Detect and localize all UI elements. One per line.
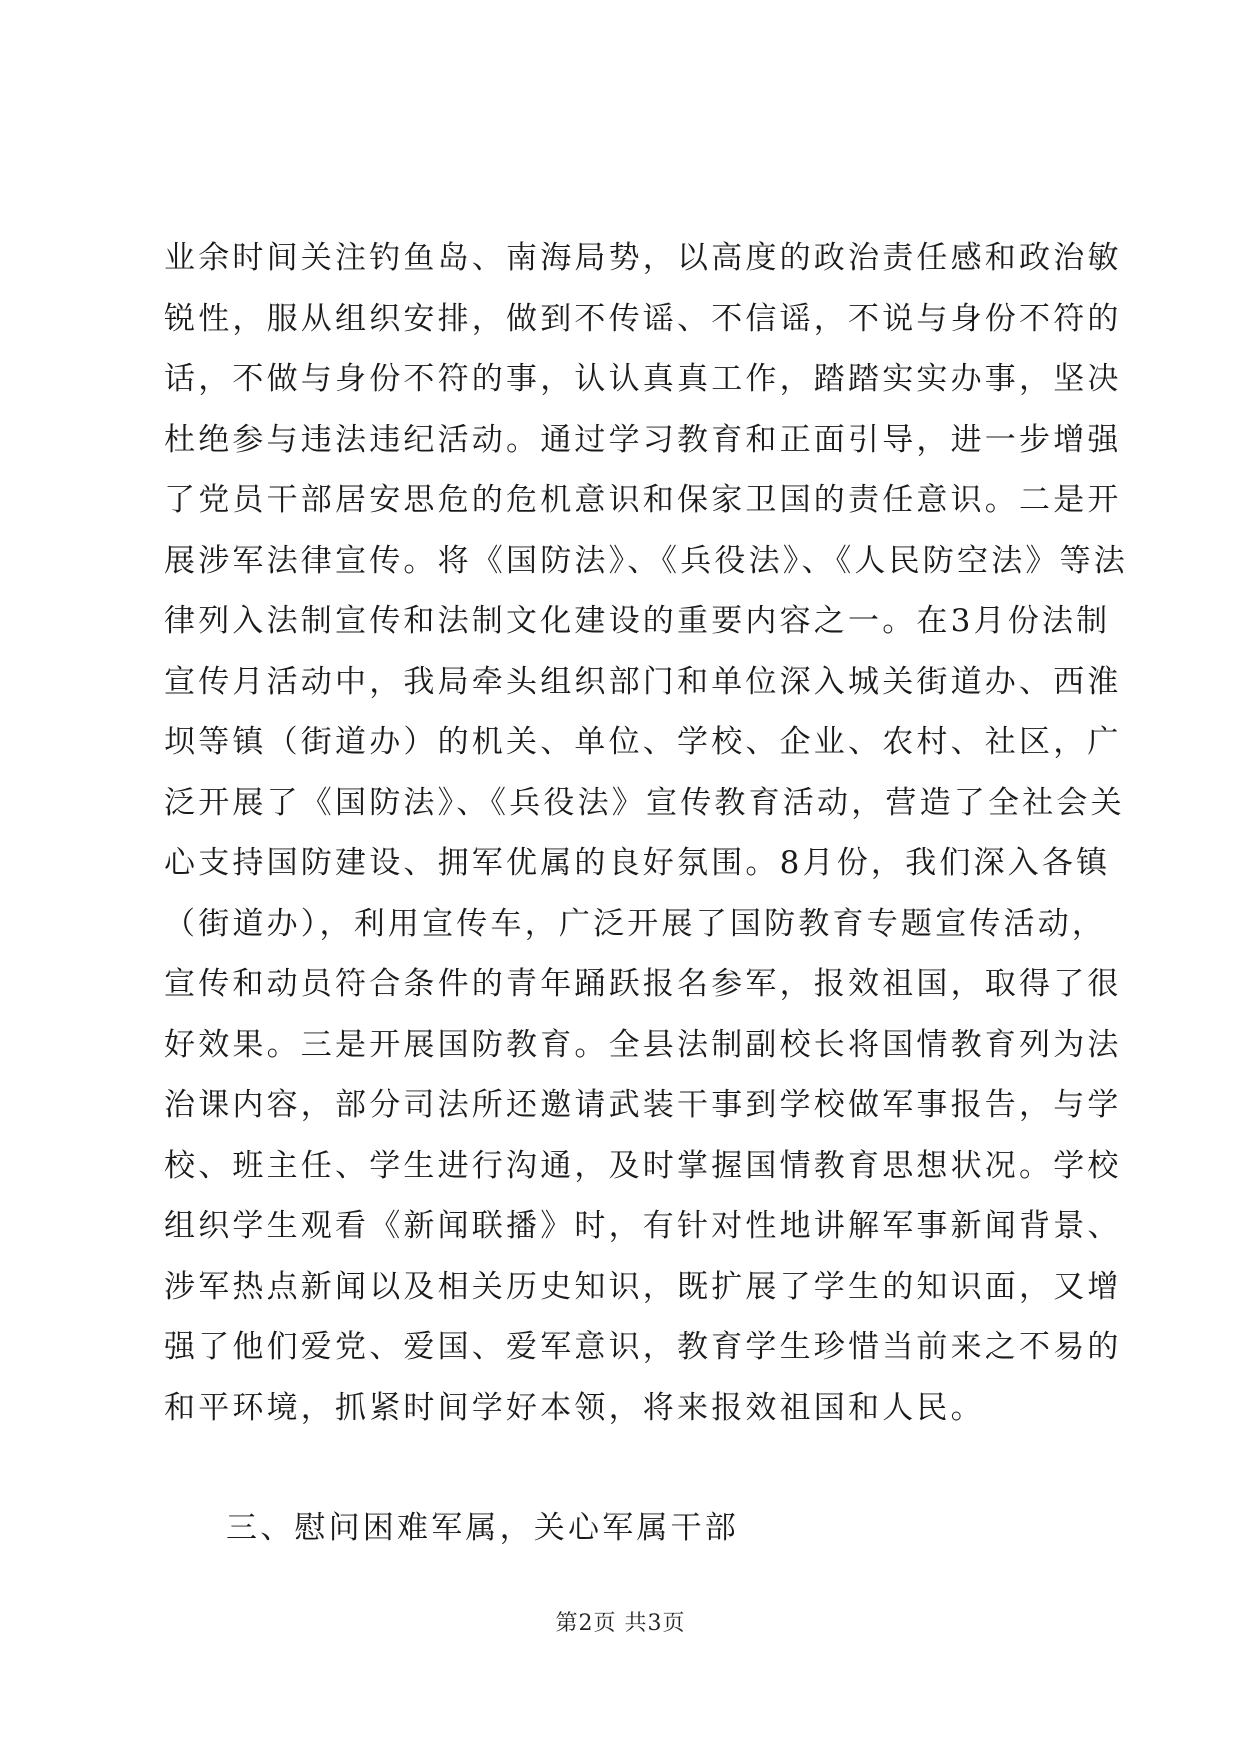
text-line: 心支持国防建设、拥军优属的良好氛围。8月份，我们深入各镇 bbox=[164, 845, 1111, 881]
section-heading: 三、慰问困难军属，关心军属干部 bbox=[226, 1510, 739, 1546]
text-line: 锐性，服从组织安排，做到不传谣、不信谣，不说与身份不符的 bbox=[164, 300, 1122, 337]
text-line: 坝等镇（街道办）的机关、单位、学校、企业、农村、社区，广 bbox=[164, 724, 1122, 760]
text-line: 组织学生观看《新闻联播》时，有针对性地讲解军事新闻背景、 bbox=[164, 1208, 1122, 1244]
body-paragraph bbox=[164, 228, 1128, 1438]
text-line: 治课内容，部分司法所还邀请武装干事到学校做军事报告，与学 bbox=[164, 1087, 1122, 1123]
text-line: 业余时间关注钓鱼岛、南海局势，以高度的政治责任感和政治敏 bbox=[164, 240, 1122, 276]
text-line: 宣传和动员符合条件的青年踊跃报名参军，报效祖国，取得了很 bbox=[164, 966, 1122, 1002]
text-line: 泛开展了《国防法》、《兵役法》宣传教育活动，营造了全社会关 bbox=[164, 784, 1125, 821]
text-line: 宣传月活动中，我局牵头组织部门和单位深入城关街道办、西淮 bbox=[164, 663, 1122, 700]
text-line: 话，不做与身份不符的事，认认真真工作，踏踏实实办事，坚决 bbox=[164, 361, 1122, 397]
text-line: （街道办），利用宣传车，广泛开展了国防教育专题宣传活动， bbox=[164, 905, 1107, 942]
text-line: 了党员干部居安思危的危机意识和保家卫国的责任意识。二是开 bbox=[164, 482, 1122, 518]
text-line: 和平环境，抓紧时间学好本领，将来报效祖国和人民。 bbox=[164, 1389, 985, 1426]
text-line: 展涉军法律宣传。将《国防法》、《兵役法》、《人民防空法》等法 bbox=[164, 542, 1128, 579]
text-line: 杜绝参与违法违纪活动。通过学习教育和正面引导，进一步增强 bbox=[164, 421, 1122, 458]
text-line: 校、班主任、学生进行沟通，及时掌握国情教育思想状况。学校 bbox=[164, 1147, 1122, 1184]
page-footer: 第2页 共3页 bbox=[555, 1611, 686, 1636]
text-line: 好效果。三是开展国防教育。全县法制副校长将国情教育列为法 bbox=[164, 1026, 1122, 1063]
text-line: 涉军热点新闻以及相关历史知识，既扩展了学生的知识面，又增 bbox=[164, 1268, 1122, 1305]
text-line: 强了他们爱党、爱国、爱军意识，教育学生珍惜当前来之不易的 bbox=[164, 1329, 1122, 1365]
text-line: 律列入法制宣传和法制文化建设的重要内容之一。在3月份法制 bbox=[164, 603, 1111, 639]
